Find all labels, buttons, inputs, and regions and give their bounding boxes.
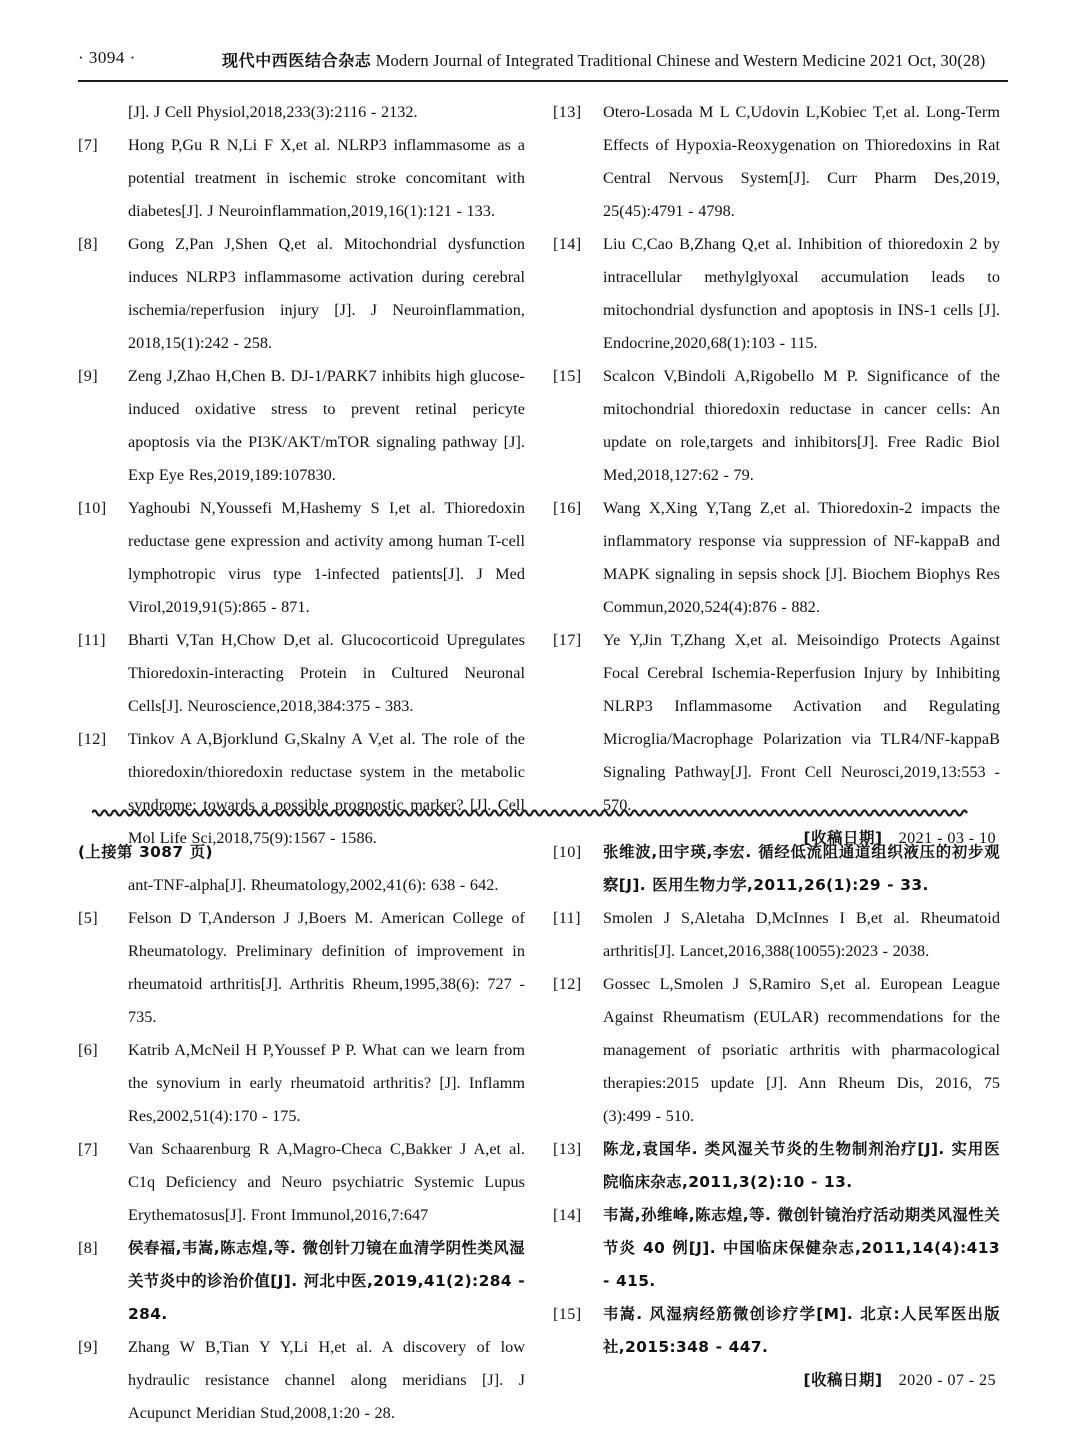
reference-item [553, 968, 1000, 1133]
reference-item [553, 1199, 1000, 1298]
reference-item-continuation [78, 836, 525, 902]
reference-number: [10] [553, 843, 582, 861]
reference-item [553, 624, 1000, 822]
reference-item [78, 1331, 525, 1430]
reference-item [78, 360, 525, 492]
reference-text: Katrib A,McNeil H P,Youssef P P. What can we learn from the synovium in early rheumatoid arthritis? [J]. Inflamm Res,2002,51(4):170 - 175. [128, 1041, 525, 1125]
reference-number: [14] [553, 235, 582, 253]
reference-number: [15] [553, 367, 582, 385]
reference-number: [17] [553, 631, 582, 649]
reference-text: 韦嵩. 风湿病经筋微创诊疗学[M]. 北京:人民军医出版社,2015:348 - 447. [603, 1305, 1000, 1356]
reference-text: 张维波,田宇瑛,李宏. 循经低流阻通道组织液压的初步观察[J]. 医用生物力学,2011,26(1):29 - 33. [603, 843, 1000, 894]
received-date-value: 2020 - 07 - 25 [898, 1371, 996, 1389]
reference-item [553, 96, 1000, 228]
reference-text: Liu C,Cao B,Zhang Q,et al. Inhibition of thioredoxin 2 by intracellular methylglyoxal accumulation leads to mitochondrial dysfunction and apoptosis in INS-1 cells [J]. Endocrine,2020,68(1):103 - 115. [603, 235, 1000, 352]
received-date-value: 2021 - 03 - 10 [898, 829, 996, 847]
reference-number: [9] [78, 367, 99, 385]
reference-number: [11] [553, 909, 581, 927]
reference-number: [8] [78, 235, 99, 253]
reference-text: Hong P,Gu R N,Li F X,et al. NLRP3 inflammasome as a potential treatment in ischemic stroke concomitant with diabetes[J]. J Neuroinflammation,2019,16(1):121 - 133. [128, 136, 525, 220]
reference-number: [7] [78, 136, 99, 154]
top-article-right-column [553, 96, 1000, 855]
reference-item [553, 228, 1000, 360]
reference-number: [16] [553, 499, 582, 517]
reference-text: Bharti V,Tan H,Chow D,et al. Glucocorticoid Upregulates Thioredoxin-interacting Protein in Cultured Neuronal Cells[J]. Neuroscience,2018,384:375 - 383. [128, 631, 525, 715]
bottom-article-left-column [78, 836, 525, 1430]
reference-text: [J]. J Cell Physiol,2018,233(3):2116 - 2132. [128, 103, 418, 121]
reference-number: [14] [553, 1206, 582, 1224]
received-date-label: [收稿日期] [803, 829, 883, 847]
reference-number: [11] [78, 631, 106, 649]
reference-text: Felson D T,Anderson J J,Boers M. American College of Rheumatology. Preliminary definition of improvement in rheumatoid arthritis[J]. Arthritis Rheum,1995,38(6): 727 - 735. [128, 909, 525, 1026]
header-divider [78, 80, 1008, 82]
reference-text: Otero-Losada M L C,Udovin L,Kobiec T,et al. Long-Term Effects of Hypoxia-Reoxygenation on Thioredoxins in Rat Central Nervous System[J]. Curr Pharm Des,2019, 25(45):4791 - 4798. [603, 103, 1000, 220]
journal-title [222, 48, 985, 71]
reference-number: [5] [78, 909, 99, 927]
reference-text: Van Schaarenburg R A,Magro-Checa C,Bakker J A,et al. C1q Deficiency and Neuro psychiatric Systemic Lupus Erythematosus[J]. Front Immunol,2016,7:647 [128, 1140, 525, 1224]
reference-number: [6] [78, 1041, 99, 1059]
reference-text: 侯春福,韦嵩,陈志煌,等. 微创针刀镜在血清学阴性类风湿关节炎中的诊治价值[J]. 河北中医,2019,41(2):284 - 284. [128, 1239, 525, 1323]
reference-number: [13] [553, 103, 582, 121]
reference-item [78, 129, 525, 228]
reference-text: ant-TNF-alpha[J]. Rheumatology,2002,41(6): 638 - 642. [128, 876, 499, 894]
reference-number: [12] [78, 730, 107, 748]
reference-item [553, 836, 1000, 902]
running-head [78, 48, 1008, 74]
continuation-marker: (上接第 3087 页) [78, 843, 213, 861]
wavy-section-divider [92, 806, 992, 820]
reference-number: [7] [78, 1140, 99, 1158]
reference-item [553, 492, 1000, 624]
reference-item [78, 96, 525, 129]
reference-item [78, 902, 525, 1034]
reference-item [78, 624, 525, 723]
reference-text: 陈龙,袁国华. 类风湿关节炎的生物制剂治疗[J]. 实用医院临床杂志,2011,3(2):10 - 13. [603, 1140, 1000, 1191]
reference-item [78, 1133, 525, 1232]
reference-text: Zeng J,Zhao H,Chen B. DJ-1/PARK7 inhibits high glucose-induced oxidative stress to prevent retinal pericyte apoptosis via the PI3K/AKT/mTOR signaling pathway [J]. Exp Eye Res,2019,189:107830. [128, 367, 525, 484]
reference-item [553, 902, 1000, 968]
reference-text: Scalcon V,Bindoli A,Rigobello M P. Significance of the mitochondrial thioredoxin reductase in cancer cells: An update on role,targets and inhibitors[J]. Free Radic Biol Med,2018,127:62 - 79. [603, 367, 1000, 484]
reference-text: Zhang W B,Tian Y Y,Li H,et al. A discovery of low hydraulic resistance channel along meridians [J]. J Acupunct Meridian Stud,2008,1:20 - 28. [128, 1338, 525, 1422]
reference-number: [15] [553, 1305, 582, 1323]
reference-text: 韦嵩,孙维峰,陈志煌,等. 微创针镜治疗活动期类风湿性关节炎 40 例[J]. 中国临床保健杂志,2011,14(4):413 - 415. [603, 1206, 1000, 1290]
reference-item [78, 1232, 525, 1331]
reference-number: [10] [78, 499, 107, 517]
reference-number: [8] [78, 1239, 99, 1257]
journal-title-en: Modern Journal of Integrated Traditional Chinese and Western Medicine 2021 Oct, 30(28) [375, 51, 986, 70]
reference-item [78, 492, 525, 624]
reference-text: Ye Y,Jin T,Zhang X,et al. Meisoindigo Protects Against Focal Cerebral Ischemia-Reperfusion Injury by Inhibiting NLRP3 Inflammasome Activation and Regulating Microglia/Macrophage Polarization via TLR4/NF-kappaB Signaling Pathway[J]. Front Cell Neurosci,2019,13:553 - 570. [603, 631, 1000, 814]
reference-text: Tinkov A A,Bjorklund G,Skalny A V,et al. The role of the thioredoxin/thioredoxin reductase system in the metabolic syndrome: towards a possible prognostic marker? [J]. Cell Mol Life Sci,2018,75(9):1567 - 1586. [128, 730, 525, 847]
reference-item [553, 360, 1000, 492]
reference-number: [13] [553, 1140, 582, 1158]
reference-text: Gossec L,Smolen J S,Ramiro S,et al. European League Against Rheumatism (EULAR) recommendations for the management of psoriatic arthritis with pharmacological therapies:2015 update [J]. Ann Rheum Dis, 2016, 75 (3):499 - 510. [603, 975, 1000, 1125]
bottom-article-right-column [553, 836, 1000, 1397]
reference-text: Gong Z,Pan J,Shen Q,et al. Mitochondrial dysfunction induces NLRP3 inflammasome activation during cerebral ischemia/reperfusion injury [J]. J Neuroinflammation, 2018,15(1):242 - 258. [128, 235, 525, 352]
reference-text: Yaghoubi N,Youssefi M,Hashemy S I,et al. Thioredoxin reductase gene expression and activity among human T-cell lymphotropic virus type 1-infected patients[J]. J Med Virol,2019,91(5):865 - 871. [128, 499, 525, 616]
received-date-line [553, 1364, 1000, 1397]
reference-item [78, 1034, 525, 1133]
reference-number: [12] [553, 975, 582, 993]
journal-title-cn: 现代中西医结合杂志 [222, 51, 372, 70]
page-folio: · 3094 · [78, 48, 136, 67]
reference-item [553, 1298, 1000, 1364]
reference-text: Smolen J S,Aletaha D,McInnes I B,et al. Rheumatoid arthritis[J]. Lancet,2016,388(10055):2023 - 2038. [603, 909, 1000, 960]
reference-text: Wang X,Xing Y,Tang Z,et al. Thioredoxin-2 impacts the inflammatory response via suppression of NF-kappaB and MAPK signaling in sepsis shock [J]. Biochem Biophys Res Commun,2020,524(4):876 - 882. [603, 499, 1000, 616]
reference-number: [9] [78, 1338, 99, 1356]
top-article-left-column [78, 96, 525, 855]
reference-item [553, 1133, 1000, 1199]
received-date-label: [收稿日期] [803, 1371, 883, 1389]
reference-item [78, 228, 525, 360]
